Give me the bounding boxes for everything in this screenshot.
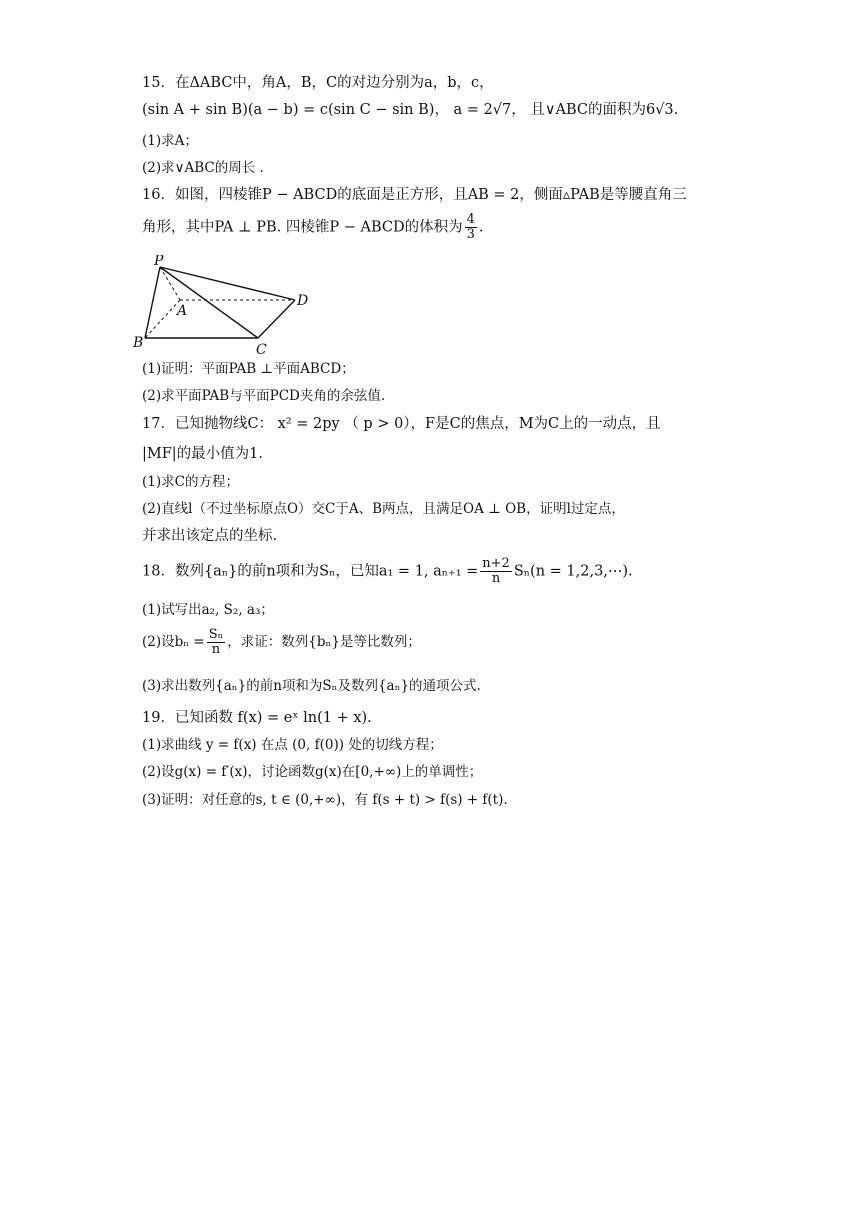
problem-15-part-1: (1)求A； [142,133,198,149]
problem-18-part-2-a: (2)设bₙ = [142,634,205,650]
b-fraction-numerator: Sₙ [208,627,224,642]
label-d: D [297,293,309,309]
recursion-fraction [480,557,512,586]
edge-ab [145,300,180,338]
problem-17-line-2: |MF|的最小值为1. [142,446,264,462]
problem-16-line-2-text: 角形，其中PA ⊥ PB. 四棱锥P − ABCD的体积为 [142,219,463,236]
recursion-fraction-numerator: n+2 [482,556,510,571]
edge-pc [160,267,258,338]
problem-17-line-1: 17．已知抛物线C： x² = 2py （ p > 0），F是C的焦点，M为C上的一动点，且 [142,416,661,432]
b-fraction [207,628,226,657]
problem-18-part-1: (1)试写出a₂, S₂, a₃； [142,602,274,618]
problem-16-line-1: 16．如图，四棱锥P − ABCD的底面是正方形，且AB = 2，侧面▵PAB是等腰直角三 [142,187,687,203]
recursion-fraction-denominator: n [491,571,501,586]
problem-17-part-1: (1)求C的方程； [142,474,239,490]
problem-18-line-1 [142,557,722,589]
problem-19-line-1: 19．已知函数 f(x) = eˣ ln(1 + x). [142,710,372,726]
label-b: B [133,335,144,351]
edge-cd [258,300,295,338]
problem-16-part-1: (1)证明：平面PAB ⊥平面ABCD； [142,361,355,377]
problem-15-line-1: 15．在ΔABC中，角A，B，C的对边分别为a，b，c， [142,75,494,91]
volume-fraction [465,213,477,242]
problem-18-part-2 [142,628,722,662]
edge-pa [160,267,180,300]
label-c: C [256,342,267,358]
b-fraction-denominator: n [211,642,221,657]
volume-fraction-numerator: 4 [466,212,475,227]
problem-15-line-2: (sin A + sin B)(a − b) = c(sin C − sin B)， a = 2√7， 且∨ABC的面积为6√3. [142,102,679,118]
problem-18-pre: 18．数列{aₙ}的前n项和为Sₙ，已知a₁ = 1, aₙ₊₁ = [142,563,479,580]
volume-fraction-denominator: 3 [466,227,475,242]
problem-18-part-3: (3)求出数列{aₙ}的前n项和为Sₙ及数列{aₙ}的通项公式. [142,678,481,694]
problem-16-part-2: (2)求平面PAB与平面PCD夹角的余弦值. [142,388,386,404]
pyramid-figure [130,255,320,360]
problem-17-part-2-cont: 并求出该定点的坐标. [142,528,278,544]
label-a: A [177,303,188,319]
edge-pd [160,267,295,300]
problem-17-part-2: (2)直线l（不过坐标原点O）交C于A、B两点，且满足OA ⊥ OB，证明l过定点， [142,501,625,517]
problem-18-post: Sₙ(n = 1,2,3,⋯). [513,563,633,580]
problem-19-part-3: (3)证明：对任意的s, t ∈ (0,+∞)，有 f(s + t) > f(s) + f(t). [142,792,508,808]
edge-pb [145,267,160,338]
label-p: P [154,255,164,269]
problem-19-part-1: (1)求曲线 y = f(x) 在点 (0, f(0)) 处的切线方程； [142,737,443,753]
problem-18-part-2-b: ，求证：数列{bₙ}是等比数列； [227,634,421,650]
problem-19-part-2: (2)设g(x) = f′(x)，讨论函数g(x)在[0,+∞)上的单调性； [142,764,483,780]
problem-16-line-2: 角形，其中PA ⊥ PB. 四棱锥P − ABCD的体积为 $\frac{4}{3}$ . [142,212,484,242]
problem-15-part-2: (2)求∨ABC的周长 . [142,160,264,176]
